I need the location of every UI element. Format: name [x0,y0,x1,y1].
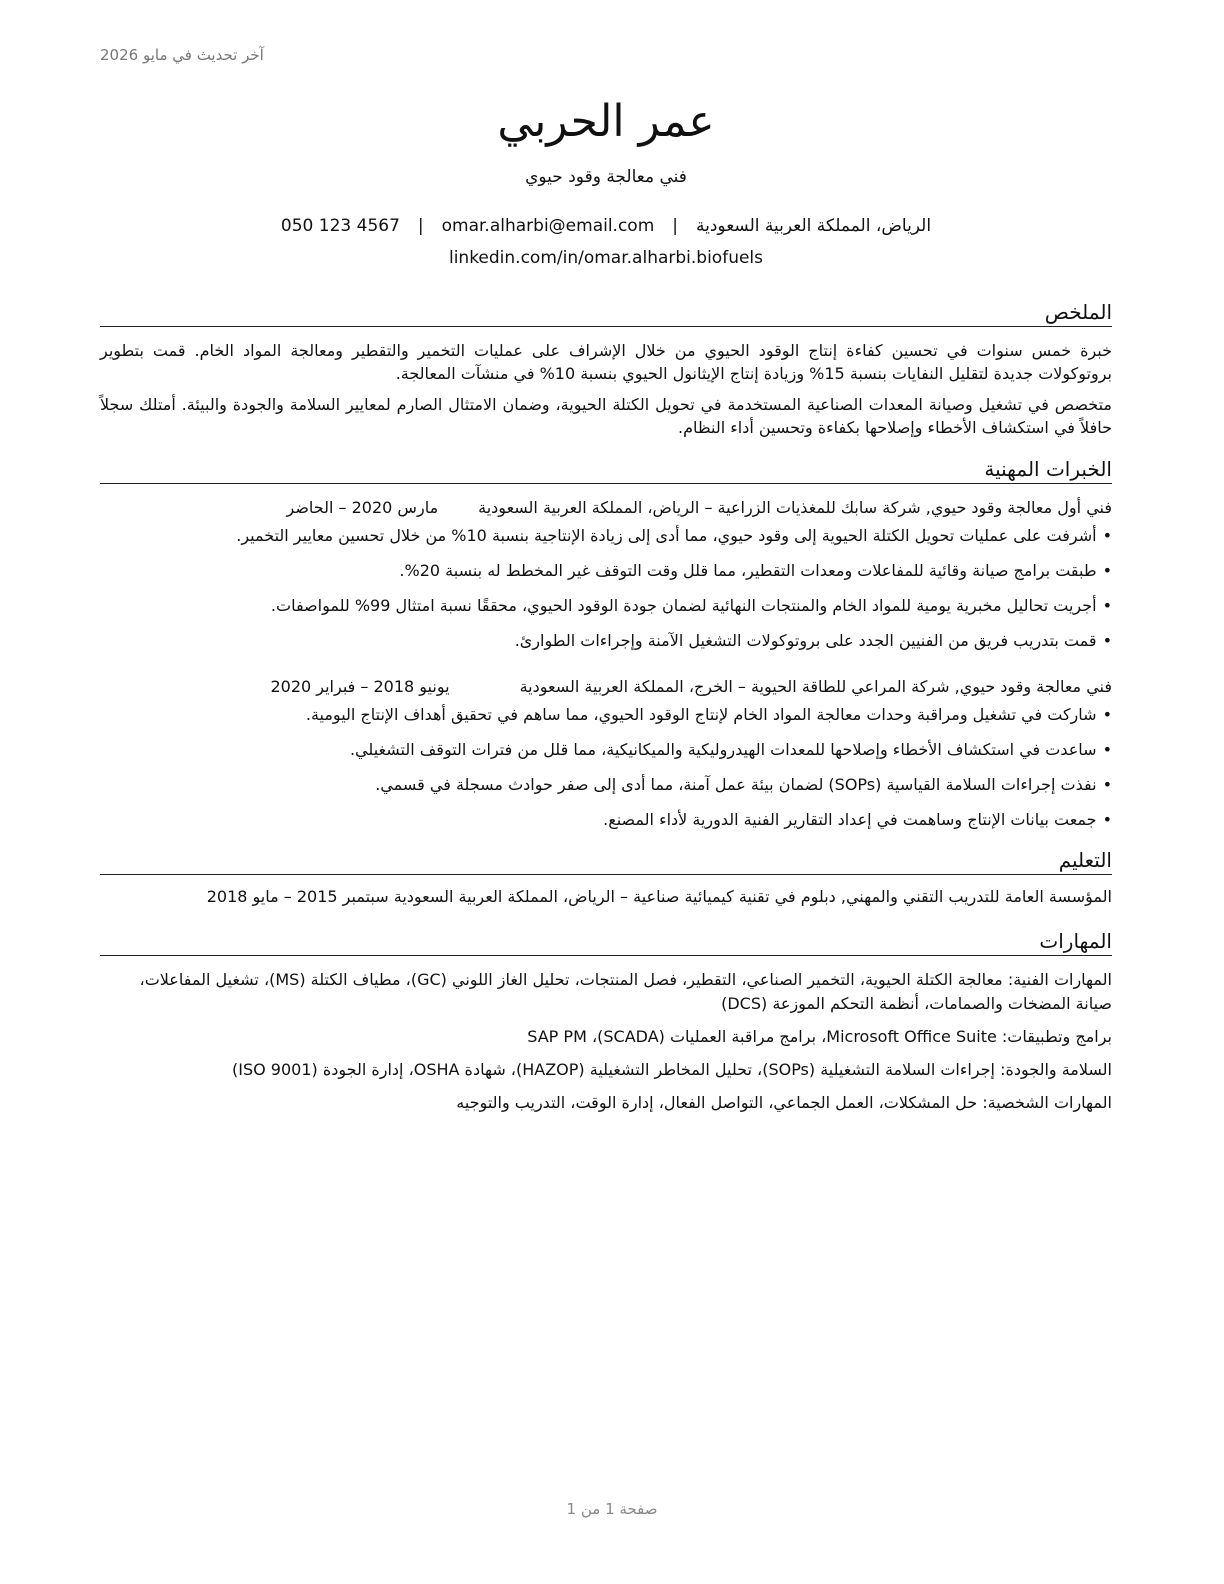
job-bullets [100,703,1112,832]
job-header [100,496,1112,520]
bullet-text: أجريت تحاليل مخبرية يومية للمواد الخام والمنتجات النهائية لضمان جودة الوقود الحيوي، محققًا نسبة امتثال 99% للمواصفات. [270,596,1097,615]
experience-heading: الخبرات المهنية [100,455,1112,484]
bullet-dot: • [1102,740,1112,759]
last-updated: آخر تحديث في مايو 2026 [100,46,264,64]
job-bullet [100,738,1112,762]
resume-page [100,92,1112,1115]
email-link[interactable]: omar.alharbi@email.com [441,216,655,236]
summary-section [100,298,1112,439]
skills-section [100,927,1112,1115]
education-section [100,846,1112,909]
job-entry [100,496,1112,653]
contact-info [100,210,1112,274]
job-bullet [100,559,1112,583]
summary-paragraph: متخصص في تشغيل وصيانة المعدات الصناعية المستخدمة في تحويل الكتلة الحيوية، وضمان الامتثال الصارم لمعايير السلامة والجودة والبيئة. أمتلك سجلاً حافلاً في استكشاف الأخطاء وإصلاحها بكفاءة وتحسين أداء النظام. [100,395,1112,437]
contact-line [100,210,1112,242]
contact-separator: | [672,216,679,236]
location: الرياض، المملكة العربية السعودية [696,216,932,236]
bullet-dot: • [1102,705,1112,724]
bullet-dot: • [1102,561,1112,580]
bullet-text: نفذت إجراءات السلامة القياسية (SOPs) لضمان بيئة عمل آمنة، مما أدى إلى صفر حوادث مسجلة في قسمي. [375,775,1097,794]
summary-heading: الملخص [100,298,1112,327]
linkedin-link[interactable]: linkedin.com/in/omar.alharbi.biofuels [448,248,764,268]
summary-paragraph: خبرة خمس سنوات في تحسين كفاءة إنتاج الوقود الحيوي من خلال الإشراف على عمليات التخمير والتقطير ومعالجة المواد الخام. قمت بتطوير بروتوكولات جديدة لتقليل النفايات بنسبة 15% وزيادة إنتاج الإيثانول الحيوي بنسبة 10% في منشآت المعالجة. [100,341,1112,383]
job-role-company: فني أول معالجة وقود حيوي, شركة سابك للمغذيات الزراعية – الرياض، المملكة العربية السعودية [478,498,1112,517]
bullet-text: شاركت في تشغيل ومراقبة وحدات معالجة المواد الخام لإنتاج الوقود الحيوي، مما ساهم في تحقيق أهداف الإنتاج اليومية. [305,705,1097,724]
job-bullet [100,808,1112,832]
phone-number: 050 123 4567 [280,216,400,236]
job-bullet [100,594,1112,618]
job-dates: مارس 2020 – الحاضر [286,498,439,517]
skill-line: السلامة والجودة: إجراءات السلامة التشغيلية (SOPs)، تحليل المخاطر التشغيلية (HAZOP)، شهادة OSHA، إدارة الجودة (ISO 9001) [231,1060,1112,1079]
bullet-dot: • [1102,631,1112,650]
job-bullet [100,703,1112,727]
experience-section [100,455,1112,832]
bullet-dot: • [1102,810,1112,829]
job-title: فني معالجة وقود حيوي [525,167,687,187]
skills-heading: المهارات [100,927,1112,956]
job-bullet [100,773,1112,797]
job-dates: يونيو 2018 – فبراير 2020 [270,677,450,696]
bullet-text: أشرفت على عمليات تحويل الكتلة الحيوية إلى وقود حيوي، مما أدى إلى زيادة الإنتاجية بنسبة 10% من خلال تحسين معايير التخمير. [236,526,1097,545]
education-heading: التعليم [100,846,1112,875]
skill-line: المهارات الشخصية: حل المشكلات، العمل الجماعي، التواصل الفعال، إدارة الوقت، التدريب والتوجيه [456,1093,1112,1112]
job-bullets [100,524,1112,653]
education-entry: المؤسسة العامة للتدريب التقني والمهني, دبلوم في تقنية كيميائية صناعية – الرياض، المملكة العربية السعودية سبتمبر 2015 – مايو 2018 [206,887,1112,906]
job-bullet [100,629,1112,653]
bullet-text: قمت بتدريب فريق من الفنيين الجدد على بروتوكولات التشغيل الآمنة وإجراءات الطوارئ. [514,631,1097,650]
bullet-dot: • [1102,526,1112,545]
bullet-text: ساعدت في استكشاف الأخطاء وإصلاحها للمعدات الهيدروليكية والميكانيكية، مما قلل من فترات التوقف التشغيلي. [349,740,1097,759]
job-header [100,675,1112,699]
bullet-text: طبقت برامج صيانة وقائية للمفاعلات ومعدات التقطير، مما قلل وقت التوقف غير المخطط له بنسبة 20%. [399,561,1097,580]
contact-separator: | [417,216,424,236]
job-role-company: فني معالجة وقود حيوي, شركة المراعي للطاقة الحيوية – الخرج، المملكة العربية السعودية [519,677,1112,696]
candidate-name: عمر الحربي [497,96,715,147]
skill-line: المهارات الفنية: معالجة الكتلة الحيوية، التخمير الصناعي، التقطير، فصل المنتجات، تحليل الغاز اللوني (GC)، مطياف الكتلة (MS)، تشغيل المفاعلات، صيانة المضخات والصمامات، أنظمة التحكم الموزعة (DCS) [139,970,1112,1013]
job-bullet [100,524,1112,548]
skill-line: برامج وتطبيقات: Microsoft Office Suite، برامج مراقبة العمليات (SCADA)، SAP PM [527,1027,1112,1046]
bullet-dot: • [1102,775,1112,794]
page-number: صفحة 1 من 1 [566,1500,658,1518]
job-entry [100,675,1112,832]
bullet-dot: • [1102,596,1112,615]
bullet-text: جمعت بيانات الإنتاج وساهمت في إعداد التقارير الفنية الدورية لأداء المصنع. [603,810,1097,829]
